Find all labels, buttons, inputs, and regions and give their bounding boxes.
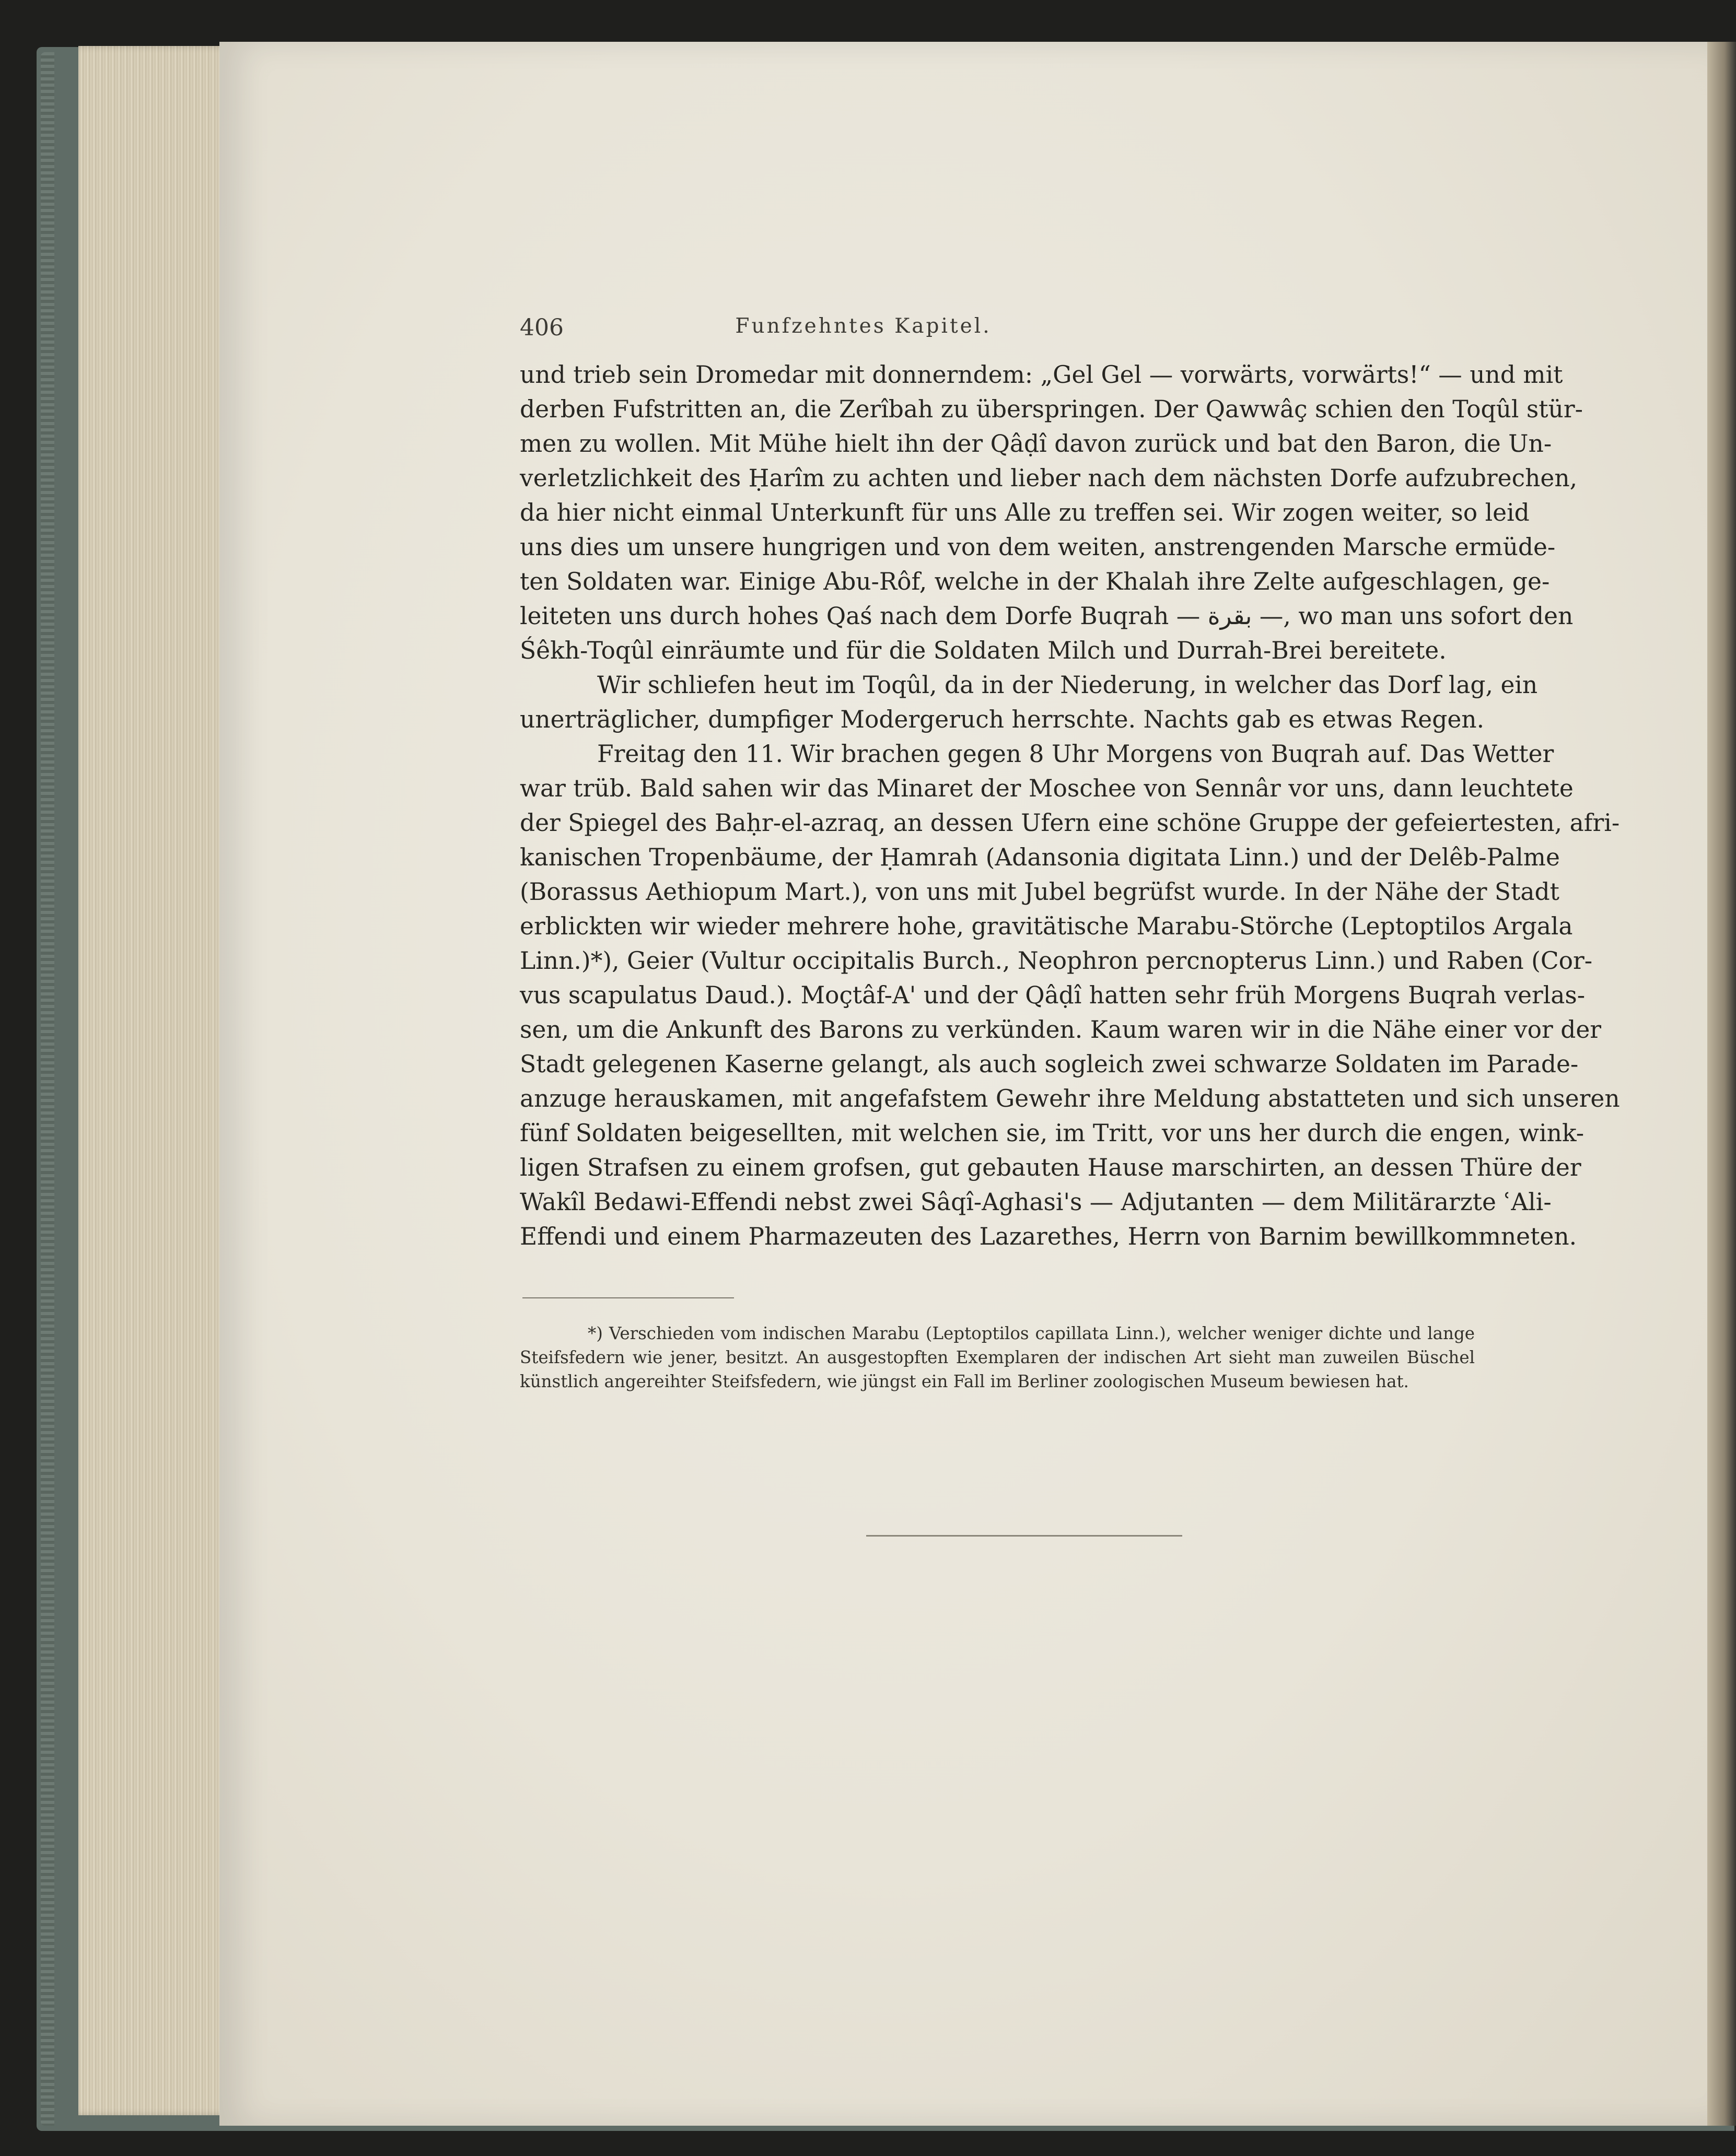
- page-gutter-shadow: [1707, 42, 1736, 2126]
- text-line: war trüb. Bald sahen wir das Minaret der Moschee von Sennâr vor uns, dann leuchtete: [520, 775, 1574, 802]
- text-line: Linn.)*), Geier (Vultur occipitalis Burch., Neophron percnopterus Linn.) und Raben (Cor-: [520, 947, 1593, 975]
- text-line: men zu wollen. Mit Mühe hielt ihn der Qâḍî davon zurück und bat den Baron, die Un-: [520, 430, 1552, 458]
- chapter-title: Funfzehntes Kapitel.: [735, 314, 992, 338]
- footnote-line: künstlich angereihter Steifsfedern, wie jüngst ein Fall im Berliner zoologischen Museum bewiesen hat.: [520, 1372, 1409, 1391]
- book-spine-edge: [41, 52, 54, 2126]
- body-text: [520, 358, 1620, 1254]
- text-line: da hier nicht einmal Unterkunft für uns Alle zu treffen sei. Wir zogen weiter, so leid: [520, 499, 1530, 526]
- page-number: 406: [520, 314, 564, 341]
- page-block-edge: [78, 46, 230, 2115]
- text-line: Freitag den 11. Wir brachen gegen 8 Uhr Morgens von Buqrah auf. Das Wetter: [597, 740, 1554, 768]
- text-line: und trieb sein Dromedar mit donnerndem: „Gel Gel — vorwärts, vorwärts!“ — und mit: [520, 361, 1563, 389]
- text-line: Wakîl Bedawi-Effendi nebst zwei Sâqî-Aghasi's — Adjutanten — dem Militärarzte ʿAli-: [520, 1188, 1552, 1216]
- text-line: Śêkh-Toqûl einräumte und für die Soldaten Milch und Durrah-Brei bereitete.: [520, 637, 1447, 664]
- text-line: verletzlichkeit des Ḥarîm zu achten und lieber nach dem nächsten Dorfe aufzubrechen,: [520, 464, 1578, 492]
- text-line: anzuge herauskamen, mit angefafstem Gewehr ihre Meldung abstatteten und sich unseren: [520, 1085, 1620, 1112]
- text-line: kanischen Tropenbäume, der Ḥamrah (Adansonia digitata Linn.) und der Delêb-Palme: [520, 843, 1560, 871]
- text-line: Stadt gelegenen Kaserne gelangt, als auch sogleich zwei schwarze Soldaten im Parade-: [520, 1050, 1579, 1078]
- text-line: unerträglicher, dumpfiger Modergeruch herrschte. Nachts gab es etwas Regen.: [520, 706, 1485, 733]
- text-line: sen, um die Ankunft des Barons zu verkünden. Kaum waren wir in die Nähe einer vor der: [520, 1016, 1602, 1044]
- text-line: ligen Strafsen zu einem grofsen, gut gebauten Hause marschirten, an dessen Thüre der: [520, 1154, 1581, 1181]
- text-line: der Spiegel des Baḥr-el-azraq, an dessen Ufern eine schöne Gruppe der gefeiertesten, afri-: [520, 809, 1620, 837]
- footnote: [520, 1321, 1475, 1393]
- footnote-line: *) Verschieden vom indischen Marabu (Leptoptilos capillata Linn.), welcher weniger dichte und lange: [588, 1323, 1475, 1343]
- text-line: derben Fufstritten an, die Zerîbah zu überspringen. Der Qawwâç schien den Toqûl stür-: [520, 395, 1583, 423]
- text-line: erblickten wir wieder mehrere hohe, gravitätische Marabu-Störche (Leptoptilos Argala: [520, 912, 1573, 940]
- end-of-text-rule: [866, 1535, 1182, 1537]
- text-line: Wir schliefen heut im Toqûl, da in der Niederung, in welcher das Dorf lag, ein: [597, 671, 1538, 699]
- text-line: ten Soldaten war. Einige Abu-Rôf, welche in der Khalah ihre Zelte aufgeschlagen, ge-: [520, 568, 1550, 595]
- text-line: (Borassus Aethiopum Mart.), von uns mit Jubel begrüfst wurde. In der Nähe der Stadt: [520, 878, 1559, 906]
- text-line: uns dies um unsere hungrigen und von dem weiten, anstrengenden Marsche ermüde-: [520, 533, 1556, 561]
- text-line: fünf Soldaten beigesellten, mit welchen sie, im Tritt, vor uns her durch die engen, wink-: [520, 1119, 1584, 1147]
- text-line: leiteten uns durch hohes Qaś nach dem Dorfe Buqrah — بقرة —, wo man uns sofort den: [520, 602, 1574, 630]
- footnote-divider: [522, 1297, 734, 1298]
- running-head: [520, 311, 1207, 348]
- text-line: vus scapulatus Daud.). Moçtâf-A' und der Qâḍî hatten sehr früh Morgens Buqrah verlas-: [520, 981, 1586, 1009]
- text-line: Effendi und einem Pharmazeuten des Lazarethes, Herrn von Barnim bewillkommneten.: [520, 1223, 1577, 1250]
- footnote-line: Steifsfedern wie jener, besitzt. An ausgestopften Exemplaren der indischen Art sieht man zuweilen Büschel: [520, 1348, 1475, 1367]
